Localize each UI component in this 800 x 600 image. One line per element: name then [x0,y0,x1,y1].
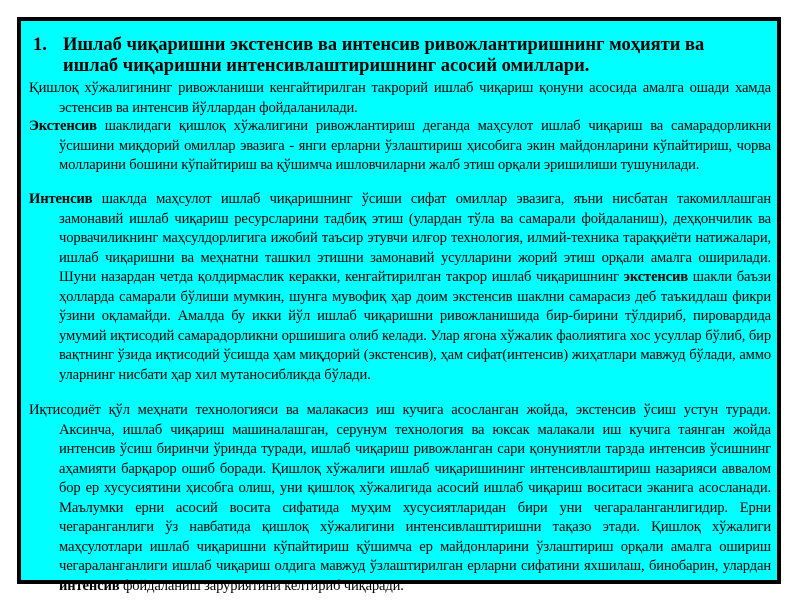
section-heading [33,35,763,77]
term-extensive-inline: экстенсив [623,269,688,285]
term-intensive-inline: интенсив [59,577,120,594]
paragraph-economy-text-2: фойдаланиш заруриятини келтириб чиқаради. [119,577,404,594]
paragraph-economy [29,401,771,596]
term-extensive: Экстенсив [29,118,97,134]
slide-border-frame [17,17,781,594]
term-intensive: Интенсив [29,191,93,207]
slide-content-panel [21,21,777,594]
paragraph-extensive-text: шаклидаги қишлоқ хўжалигини ривожлантириш деганда маҳсулот ишлаб чиқариш ва самарадорликни ўсишини миқдорий омиллар эвазига - янги ерларни ўзлаштириш ҳисобига экин майдонларини кўпайтириш, чорва молларини бошини кўпайтириш ва қўшимча ишловчиларни жалб этиш орқали эришилиши тушунилади. [59,118,771,173]
paragraph-intensive-text-1: шаклда маҳсулот ишлаб чиқаришнинг ўсиши сифат омиллар эвазига, яъни нисбатан такомиллашган замонавий ишлаб чиқариш ресурсларини тадбиқ этиш (улардан тўла ва самарали фойдаланиш), деҳқончилик ва чорвачиликнинг маҳсулдорлигига ижобий таъсир этувчи илғор технология, илмий-техника тараққиёти натижалари, ишлаб чиқаришни ва меҳнатни ташкил этишни замонавий усулларини жорий этиш орқали амалга оширилади. Шуни назардан четда қолдирмаслик керакки, кенгайтирилган такрор ишлаб чиқаришнинг [59,191,771,285]
paragraph-extensive [29,117,771,176]
paragraph-intensive [29,190,771,385]
heading-title: Ишлаб чиқаришни экстенсив ва интенсив ривожлантиришнинг моҳияти ва ишлаб чиқаришни интенсивлаштиришнинг асосий омиллари. [63,35,705,76]
paragraph-intensive-text-2: шакли баъзи ҳолларда самарали бўлиши мумкин, шунга мувофиқ ҳар доим экстенсив шаклни самарасиз деб таъкидлаш фикри ўзини оқламайди. Амалда бу икки йўл ишлаб чиқаришни ривожланишида бир-бирини тўлдириб, пировардида умумий иқтисодий самарадорликни оршишига олиб келади. Улар ягона хўжалик фаолиятига хос усуллар бўлиб, бир вақтнинг ўзида иқтисодий ўсишда ҳам миқдорий (экстенсив), ҳам сифат(интенсив) жиҳатлари мавжуд бўлади, аммо уларнинг нисбати ҳар хил мутаносибликда бўлади. [59,269,772,383]
heading-number: 1. [33,35,47,55]
paragraph-economy-text-1: Иқтисодиёт қўл меҳнати технологияси ва малакасиз иш кучига асосланган жойда, экстенсив ўсиш устун туради. Аксинча, ишлаб чиқариш машиналашган, серунум технология ва юксак малакали иш кучига таянган жойда интенсив ўсиш биринчи ўринда туради, ишлаб чиқариш ривожланган сари қонуниятли тарзда интенсив ўсишнинг аҳамияти барқарор ошиб боради. Қишлоқ хўжалиги ишлаб чиқаришининг интенсивлаштириш назарияси аввалом бор ер хусусиятини ҳисобга олиш, уни қишлоқ хўжалигида асосий ишлаб чиқариш воситаси эканига асосланади. Маълумки ерни асосий восита сифатида муҳим хусусиятларидан бири уни чегараланганлигидир. Ерни чегаранганлиги ўз навбатида қишлоқ хўжалигини интенсивлаштиришни тақазо этади. Қишлоқ хўжалиги маҳсулотлари ишлаб чиқаришни кўпайтириш қўшимча ер майдонларини ўзлаштириш орқали амалга ошириш чегараланганлиги ишлаб чиқариш олдига мавжуд ўзлаштирилган ерларни сифатини яхшилаш, бинобарин, улардан [29,402,771,574]
paragraph-intro [29,79,771,118]
paragraph-intro-text: Қишлоқ хўжалигининг ривожланиши кенгайтирилган такрорий ишлаб чиқариш қонуни асосида амалга ошади хамда эстенсив ва интенсив йўллардан фойдаланилади. [29,80,771,116]
